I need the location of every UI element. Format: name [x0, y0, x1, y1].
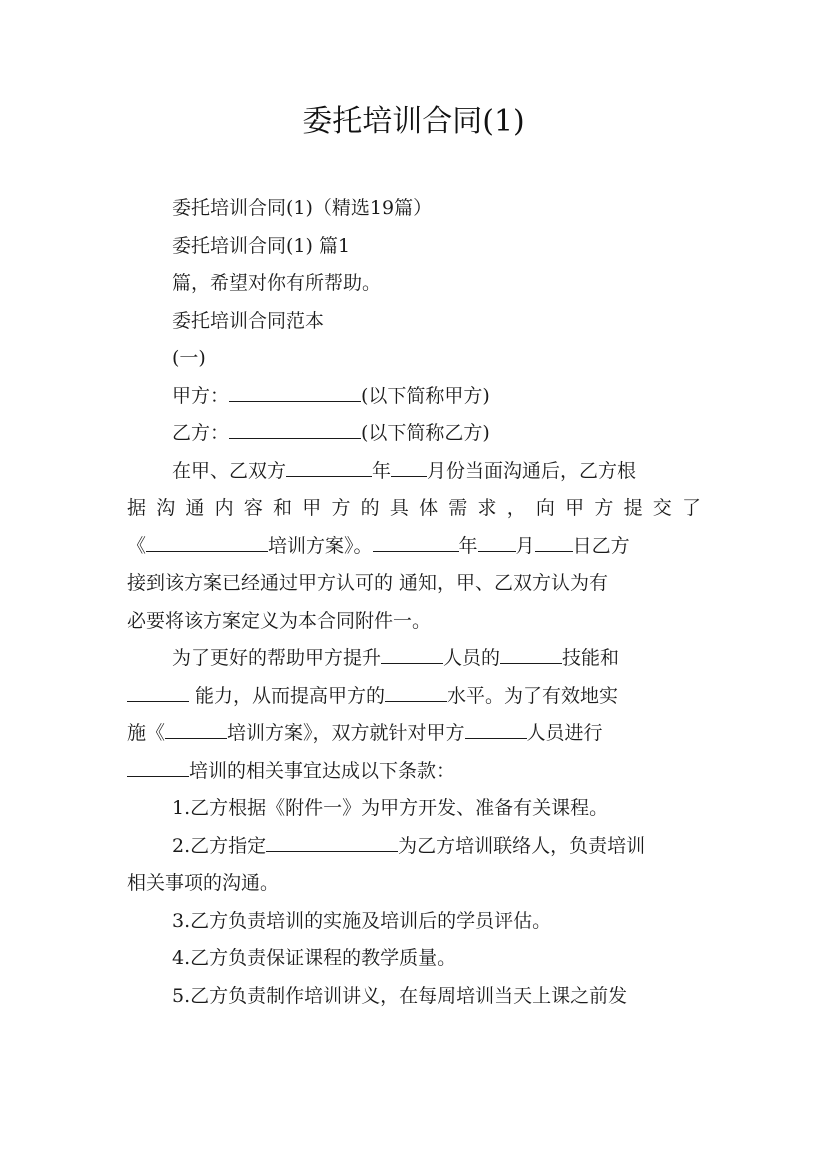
text: 在甲、乙双方: [172, 459, 287, 482]
blank-field: [127, 754, 189, 777]
clause-line: [127, 828, 701, 866]
paragraph-line: [127, 603, 701, 641]
document-title: 委托培训合同(1): [302, 104, 525, 139]
clause-line: [127, 865, 701, 903]
text: 培训方案》。: [268, 534, 373, 557]
paragraph-line: [127, 753, 701, 791]
paragraph-line: [127, 678, 701, 716]
text: (一): [172, 347, 206, 369]
clause-line: [127, 903, 701, 941]
paragraph-line: [127, 190, 701, 228]
blank-field: [286, 454, 372, 477]
blank-field: [229, 416, 361, 439]
text: 培训的相关事宜达成以下条款：: [189, 759, 456, 782]
paragraph-line: [127, 528, 701, 566]
blank-field: [373, 529, 459, 552]
paragraph-line: [127, 453, 701, 491]
paragraph-line: [127, 228, 701, 266]
text: 2.乙方指定: [172, 834, 267, 857]
text: 甲方：: [172, 384, 230, 407]
text: 相关事项的沟通。: [127, 872, 280, 894]
text: 据沟通内容和甲方的具体需求，向甲方提交了: [127, 497, 701, 519]
paragraph-line: [127, 265, 701, 303]
text: 施《: [127, 722, 166, 744]
text: 年: [372, 459, 392, 482]
blank-field: [127, 679, 189, 702]
text: 水平。为了有效地实: [447, 684, 619, 707]
text: 人员的: [443, 647, 501, 669]
text: 日乙方: [572, 534, 630, 557]
blank-field: [465, 716, 527, 739]
text: 4.乙方负责保证课程的教学质量。: [172, 947, 457, 969]
text: 年: [458, 534, 478, 557]
text: (以下简称甲方): [361, 384, 490, 407]
blank-field: [266, 829, 398, 852]
text: 3.乙方负责培训的实施及培训后的学员评估。: [172, 909, 552, 932]
text: 《: [127, 534, 147, 557]
blank-field: [146, 529, 268, 552]
blank-field: [478, 529, 516, 552]
blank-field: [385, 679, 447, 702]
blank-field: [381, 641, 443, 664]
paragraph-line: [127, 303, 701, 341]
paragraph-line: [127, 565, 701, 603]
text: 委托培训合同(1)（精选19篇）: [172, 197, 433, 219]
blank-field: [165, 716, 227, 739]
text: 培训方案》，双方就针对甲方: [227, 722, 465, 744]
party-a-line: [127, 378, 701, 416]
blank-field: [500, 641, 562, 664]
text: 能力，从而提高甲方的: [189, 684, 386, 707]
text: 月: [515, 534, 535, 557]
text: 1.乙方根据《附件一》为甲方开发、准备有关课程。: [172, 797, 609, 819]
clause-line: [127, 790, 701, 828]
clause-line: [127, 940, 701, 978]
text: 5.乙方负责制作培训讲义，在每周培训当天上课之前发: [172, 984, 628, 1007]
document-body: [127, 190, 701, 1015]
text: 篇，希望对你有所帮助。: [172, 272, 382, 294]
paragraph-line: [127, 715, 701, 753]
text: 接到该方案已经通过甲方认可的 通知，甲、乙双方认为有: [127, 572, 609, 594]
text: 人员进行: [526, 722, 603, 744]
text: 必要将该方案定义为本合同附件一。: [127, 609, 432, 632]
paragraph-line: [127, 340, 701, 378]
blank-field: [391, 454, 427, 477]
text: 委托培训合同(1) 篇1: [172, 234, 351, 257]
paragraph-line: [127, 640, 701, 678]
text: 为了更好的帮助甲方提升: [172, 647, 382, 669]
text: 乙方：: [172, 422, 230, 444]
text: 委托培训合同范本: [172, 309, 325, 332]
paragraph-line: [127, 490, 701, 528]
text: 月份当面沟通后，乙方根: [427, 459, 637, 482]
blank-field: [229, 379, 361, 402]
party-b-line: [127, 415, 701, 453]
text: 技能和: [562, 647, 620, 669]
text: (以下简称乙方): [361, 422, 490, 444]
blank-field: [535, 529, 573, 552]
clause-line: [127, 978, 701, 1016]
text: 为乙方培训联络人，负责培训: [398, 834, 646, 857]
